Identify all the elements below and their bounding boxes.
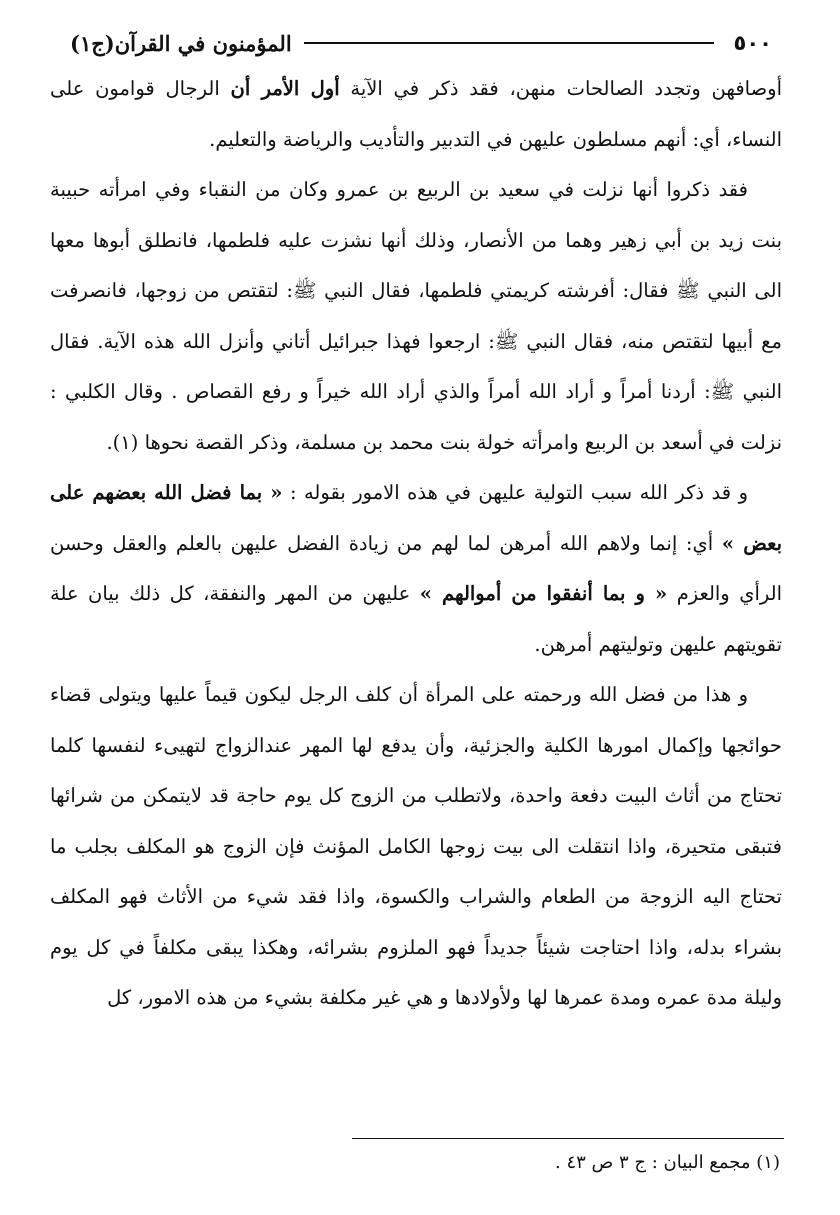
footnote: (١) مجمع البيان : ج ٣ ص ٤٣ . bbox=[554, 1152, 780, 1173]
text-run: وتجدد الصالحات منهن، فقد ذكر في الآية bbox=[339, 77, 712, 100]
body-text bbox=[50, 64, 782, 1024]
page-header bbox=[70, 26, 772, 60]
text-run: أوصافهن bbox=[711, 77, 783, 100]
emphasized-text: « بما فضل الله بعضهم على بعض » bbox=[50, 481, 782, 555]
paragraph bbox=[50, 165, 782, 468]
running-title: المؤمنون في القرآن(ج١) bbox=[70, 30, 292, 56]
page-number: ٥٠٠ bbox=[733, 31, 772, 55]
text-run: أي: إنما ولاهم الله أمرهن لما لهم من زيادة الفضل عليهن بالعلم والعقل وحسن الرأي والعزم bbox=[50, 531, 782, 605]
emphasized-text: « و بما أنفقوا من أموالهم » bbox=[419, 582, 668, 605]
header-rule bbox=[304, 42, 714, 44]
text-run: الرجال قوامون على النساء، أي: أنهم مسلطون عليهن في التدبير والتأديب والرياضة والتعليم. bbox=[50, 77, 782, 151]
paragraph bbox=[50, 468, 782, 670]
paragraph bbox=[50, 64, 782, 165]
paragraph bbox=[50, 670, 782, 1024]
text-run: و هذا من فضل الله ورحمته على المرأة أن كلف الرجل ليكون قيماً عليها ويتولى قضاء حوائجها وإكمال امورها الكلية والجزئية، وأن يدفع لها المهر عندالزواج لتهيىء لنفسها كلما تحتاج من أثاث البيت دفعة واحدة، ولاتطلب من الزوج كل يوم حاجة قد لايتمكن من شرائها فتبقى متحيرة، واذا انتقلت الى بيت زوجها الكامل المؤنث فإن الزوج هو المكلف بجلب ما تحتاج اليه الزوجة من الطعام والشراب والكسوة، واذا فقد شيء من الأثاث فهو المكلف بشراء بدله، واذا احتاجت شيئاً جديداً فهو الملزوم بشرائه، وهكذا يبقى مكلفاً في كل يوم وليلة مدة عمره ومدة عمرها لها ولأولادها و هي غير مكلفة بشيء من هذه الامور، كل bbox=[50, 683, 782, 1009]
footnote-rule bbox=[352, 1138, 784, 1139]
emphasized-text: أول الأمر أن bbox=[230, 77, 340, 100]
text-run: و قد ذكر الله سبب التولية عليهن في هذه الامور بقوله : bbox=[282, 481, 748, 504]
text-run: فقد ذكروا أنها نزلت في سعيد بن الربيع بن عمرو وكان من النقباء وفي امرأته حبيبة بنت زيد بن أبي زهير وهما من الأنصار، وذلك أنها نشزت عليه فلطمها، فانطلق أبوها معها الى النبي ﷺ فقال: أفرشته كريمتي فلطمها، فقال النبي ﷺ: لتقتص من زوجها، فانصرفت مع أبيها لتقتص منه، فقال النبي ﷺ: ارجعوا فهذا جبرائيل أتاني وأنزل الله هذه الآية. فقال النبي ﷺ: أردنا أمراً و أراد الله أمراً والذي أراد الله خيراً و رفع القصاص . وقال الكلبي : نزلت في أسعد بن الربيع وامرأته خولة بنت محمد بن مسلمة، وذكر القصة نحوها (١). bbox=[50, 178, 782, 454]
text-run: عليهن من المهر والنفقة، كل ذلك بيان علة تقويتهم عليهن وتوليتهم أمرهن. bbox=[50, 582, 782, 656]
